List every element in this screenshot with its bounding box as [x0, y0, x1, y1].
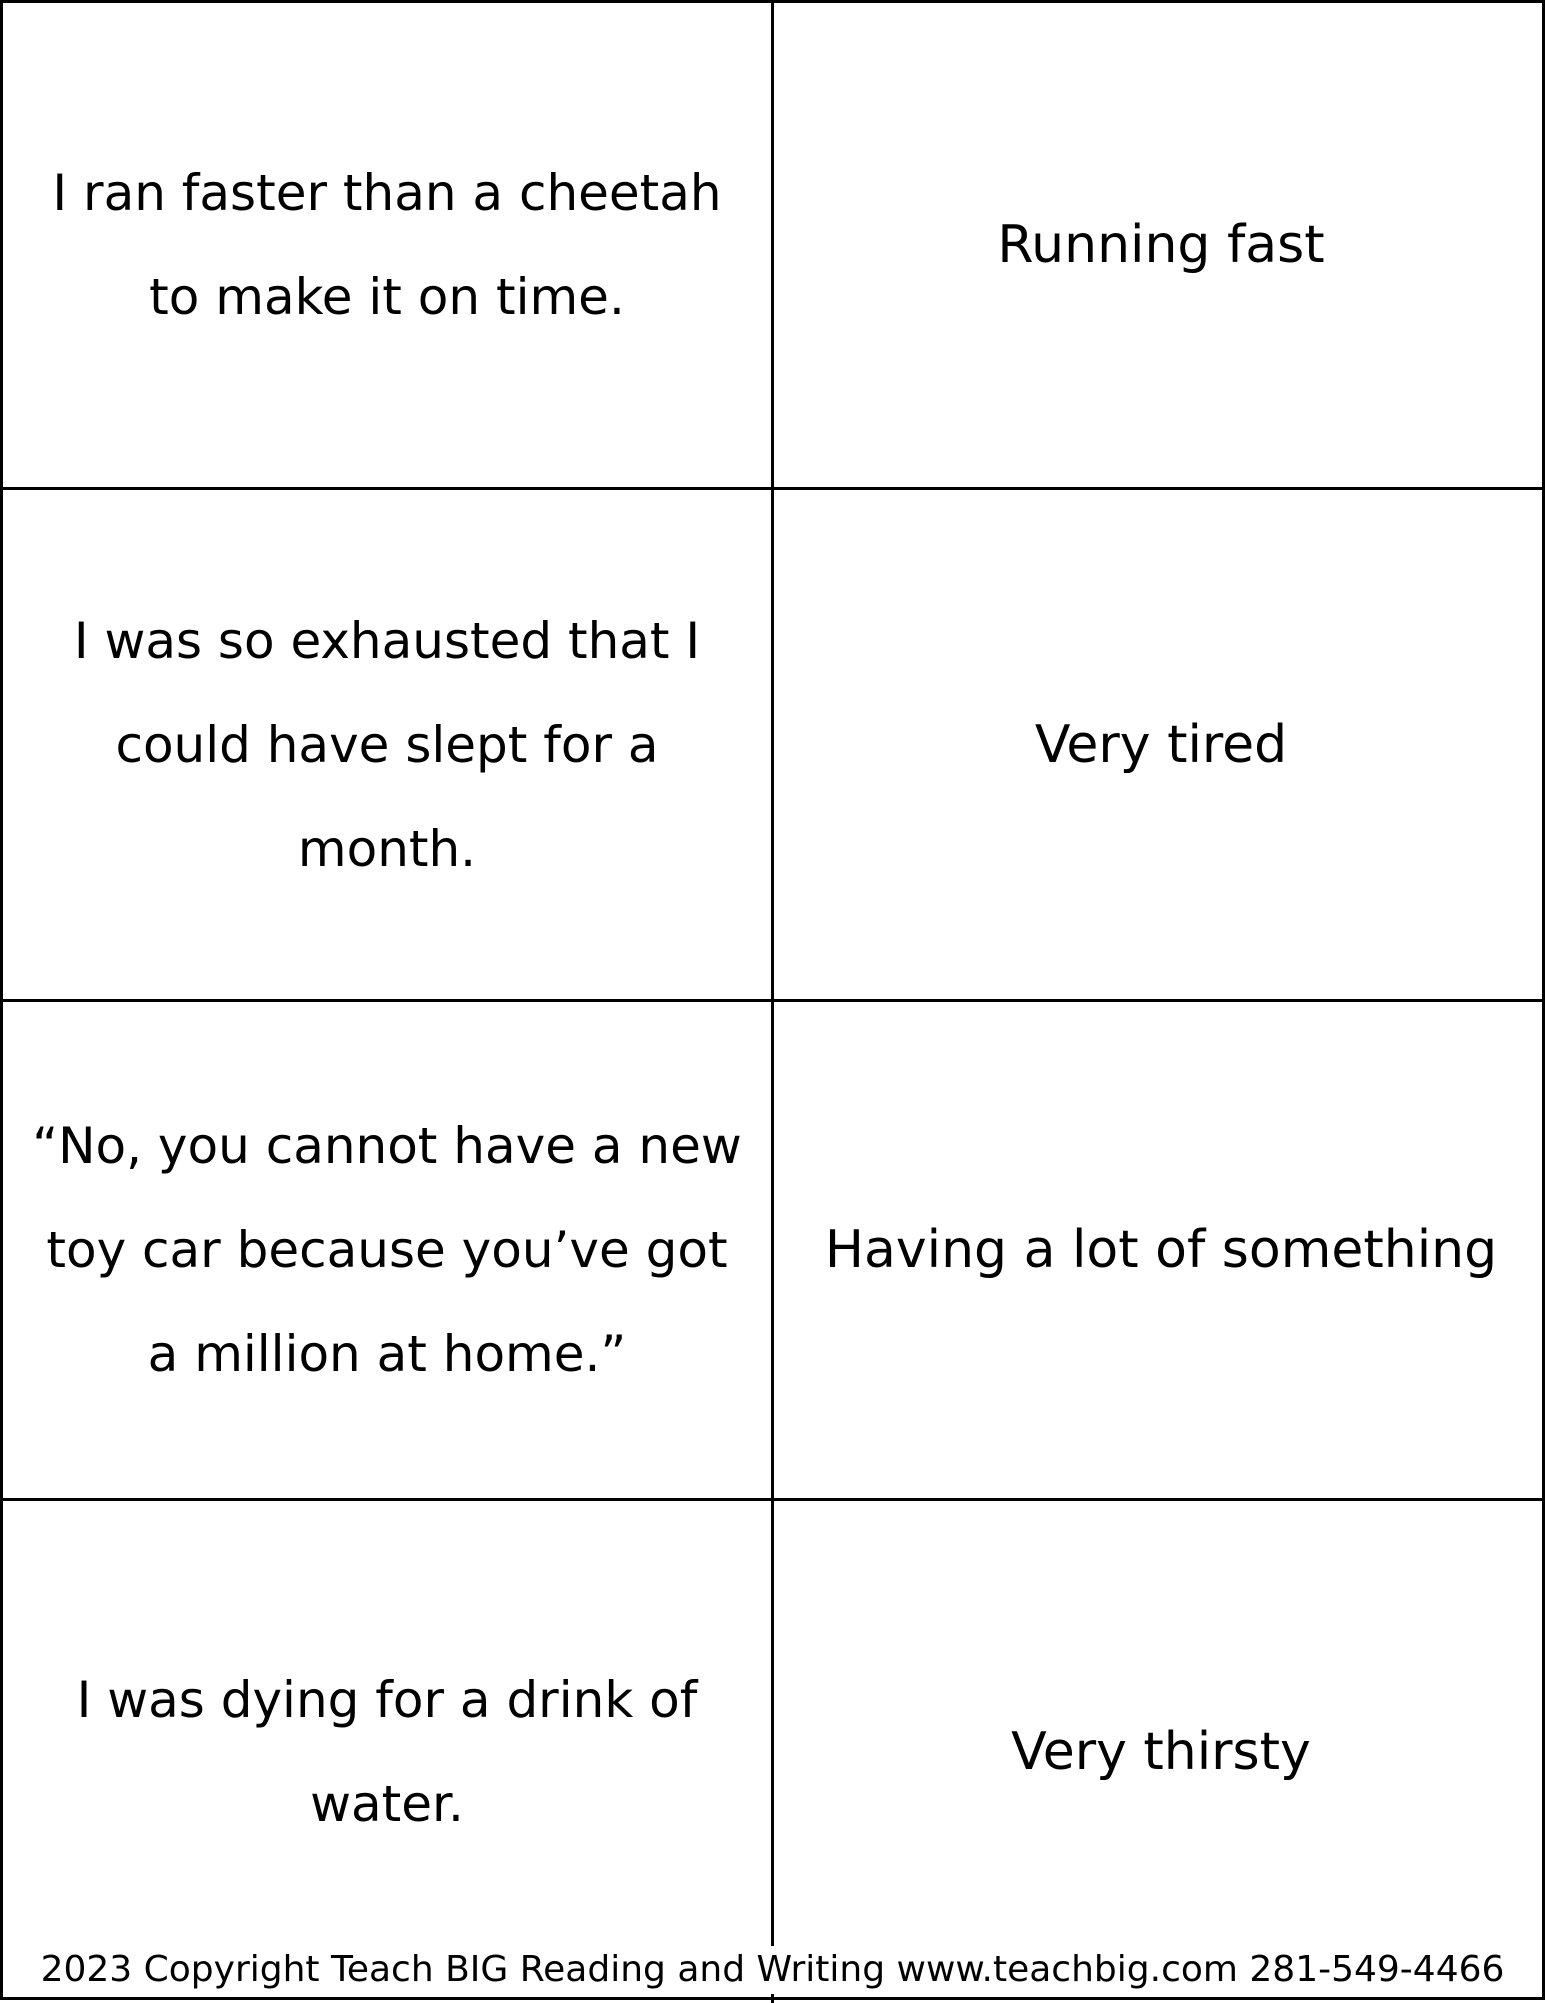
- meaning-text: Very thirsty: [1011, 1722, 1311, 1782]
- meaning-card-3: [774, 1002, 1545, 1501]
- meaning-text: Very tired: [1034, 714, 1288, 775]
- phrase-card-3: [3, 1002, 774, 1501]
- meaning-text: Running fast: [997, 215, 1325, 275]
- meaning-card-2: [774, 490, 1545, 1002]
- phrase-text: I was dying for a drink of water.: [76, 1671, 698, 1833]
- copyright-text: 2023 Copyright Teach BIG Reading and Writing www.teachbig.com 281-549-4466: [35, 1946, 1511, 1994]
- phrase-text: I ran faster than a cheetah to make it on time.: [52, 164, 722, 326]
- meaning-text: Having a lot of something: [824, 1220, 1498, 1280]
- phrase-card-2: [3, 490, 774, 1002]
- phrase-text: I was so exhausted that I could have slept for a month.: [73, 611, 701, 878]
- meaning-card-1: [774, 3, 1545, 490]
- meaning-card-4: [774, 1501, 1545, 2003]
- phrase-text: “No, you cannot have a new toy car because you’ve got a million at home.”: [32, 1117, 742, 1383]
- footer: [0, 1946, 1545, 1994]
- phrase-card-4: [3, 1501, 774, 2003]
- phrase-card-1: [3, 3, 774, 490]
